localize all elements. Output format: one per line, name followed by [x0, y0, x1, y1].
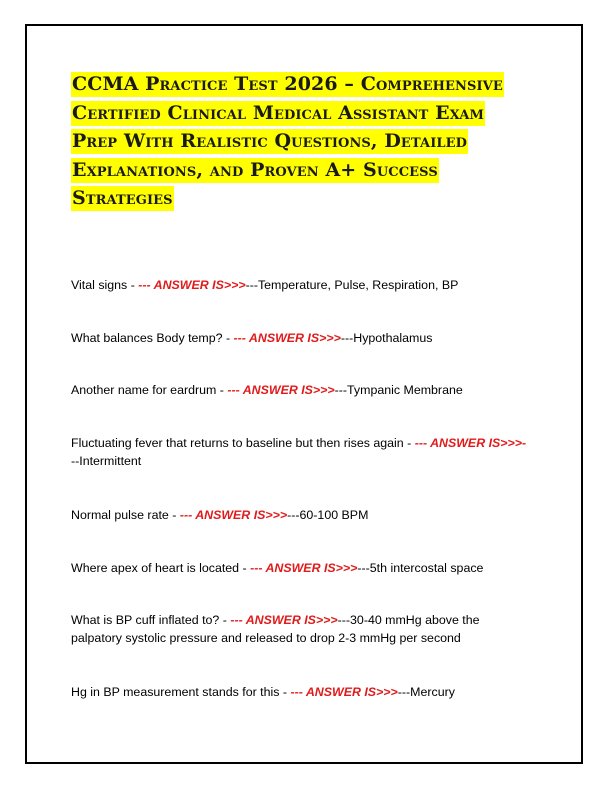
answer-tag: --- ANSWER IS>>> [250, 561, 358, 575]
title-line: Certified Clinical Medical Assistant Exam [72, 101, 485, 124]
answer-separator: --- [287, 508, 300, 522]
answer-tag: --- ANSWER IS>>> [233, 331, 341, 345]
answer-text-continued: palpatory systolic pressure and released to drop 2-3 mmHg per second [71, 631, 461, 645]
document-title [71, 70, 551, 213]
answer-text: Tympanic Membrane [347, 383, 463, 397]
answer-text: --Intermittent [71, 454, 142, 468]
question-text: Where apex of heart is located - [71, 561, 251, 575]
qa-item-eardrum [71, 381, 551, 399]
title-line: Prep With Realistic Questions, Detailed [72, 130, 467, 152]
title-line: Explanations, and Proven A+ Success [72, 158, 438, 181]
answer-separator: --- [397, 685, 411, 699]
question-text: Vital signs - [71, 278, 139, 292]
question-text: Normal pulse rate - [71, 508, 180, 522]
answer-tag: --- ANSWER IS>>> [138, 278, 246, 292]
title-line: CCMA Practice Test 2026 – Comprehensive [72, 73, 503, 95]
answer-separator: --- [334, 383, 348, 397]
question-text: What is BP cuff inflated to? - [71, 613, 231, 627]
question-text: Hg in BP measurement stands for this - [71, 685, 291, 699]
answer-tag: --- ANSWER IS>>> [230, 613, 338, 627]
answer-text: Mercury [410, 685, 455, 699]
answer-separator: --- [337, 613, 351, 627]
answer-text: 5th intercostal space [369, 561, 484, 575]
qa-item-body-temp [71, 329, 551, 347]
qa-item-fever [71, 434, 551, 470]
answer-separator: --- [357, 561, 370, 575]
qa-item-pulse-rate [71, 506, 551, 524]
qa-item-vital-signs [71, 276, 551, 294]
answer-text: 30-40 mmHg above the [350, 613, 480, 627]
answer-tag: --- ANSWER IS>>> [179, 508, 288, 522]
qa-item-bp-cuff [71, 611, 551, 647]
qa-item-heart-apex [71, 559, 551, 577]
answer-tag: --- ANSWER IS>>>- [414, 436, 527, 450]
title-line: Strategies [72, 187, 173, 209]
answer-separator: --- [340, 331, 354, 345]
question-text: Fluctuating fever that returns to baseline but then rises again - [71, 436, 415, 450]
answer-text: Hypothalamus [353, 331, 433, 345]
answer-tag: --- ANSWER IS>>> [227, 383, 335, 397]
answer-tag: --- ANSWER IS>>> [290, 685, 398, 699]
question-text: What balances Body temp? - [71, 331, 234, 345]
qa-item-hg [71, 683, 551, 701]
answer-text: Temperature, Pulse, Respiration, BP [257, 278, 459, 292]
answer-text: 60-100 BPM [299, 508, 369, 522]
answer-separator: --- [245, 278, 258, 292]
question-text: Another name for eardrum - [71, 383, 228, 397]
